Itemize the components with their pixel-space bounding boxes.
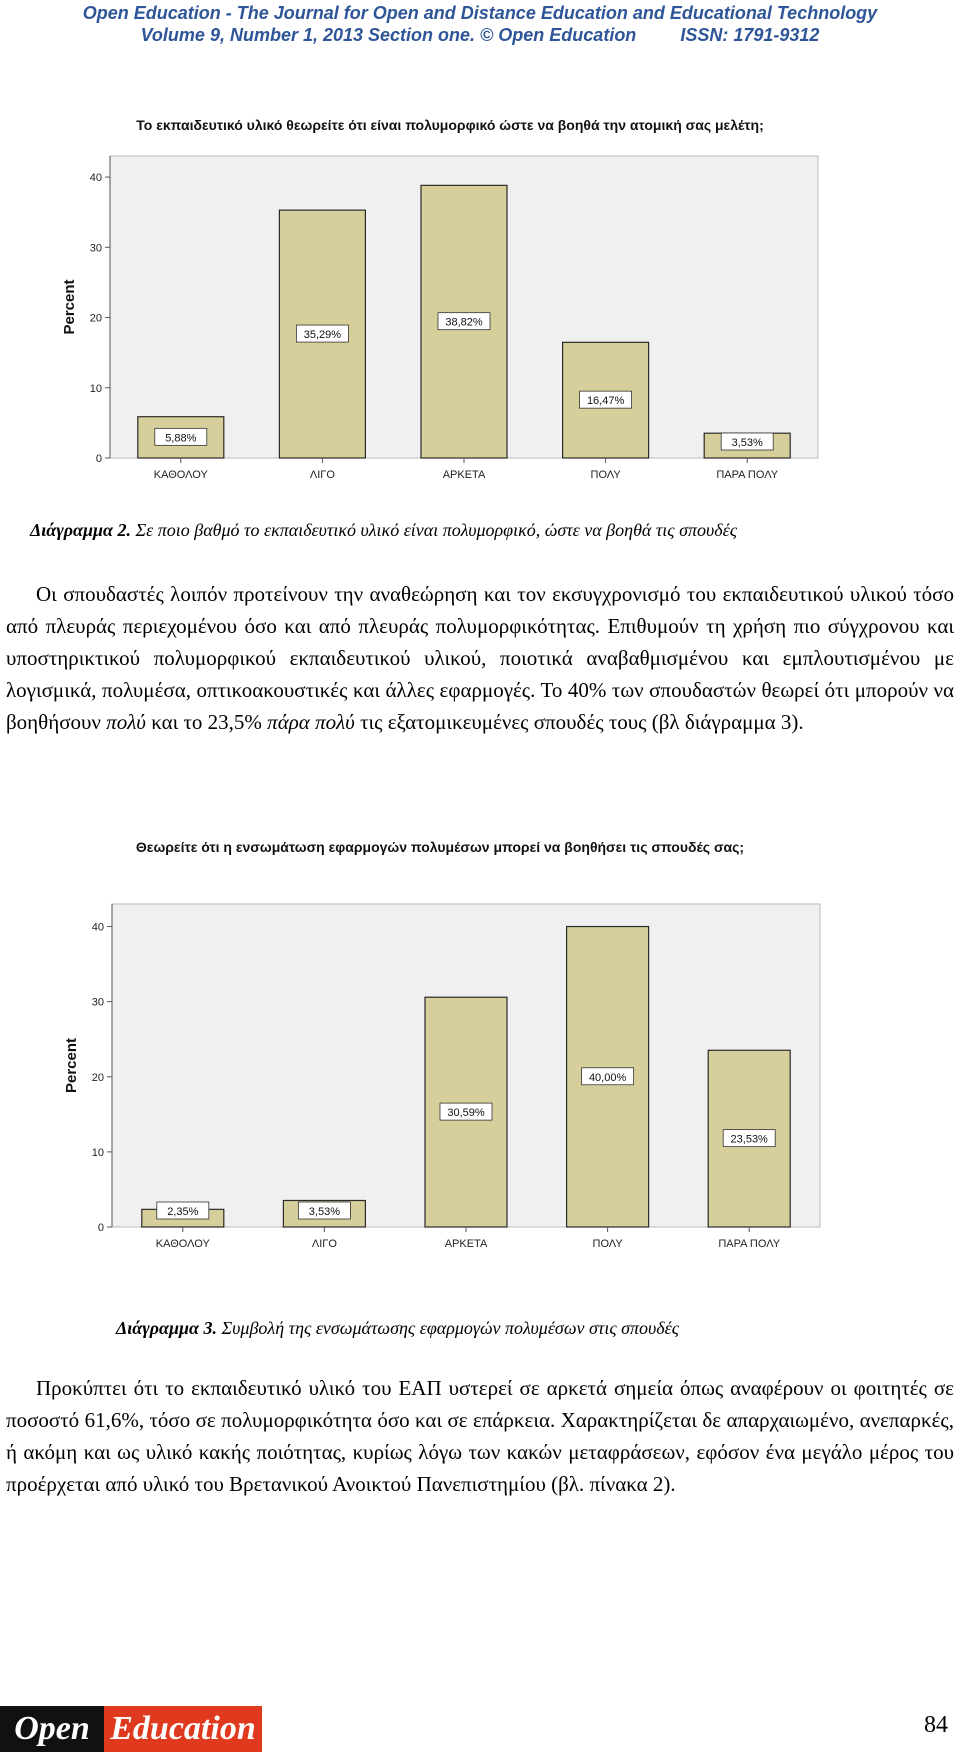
chart-2-y-tick-label: 10 xyxy=(89,382,102,395)
figure-caption-3 xyxy=(116,1318,679,1339)
body-paragraph-2 xyxy=(6,1372,954,1500)
paragraph-1-emphasis-a: πολύ xyxy=(106,710,146,734)
chart-2-data-label: 16,47% xyxy=(586,395,625,408)
page-number: 84 xyxy=(924,1712,948,1738)
chart-3-title: Θεωρείτε ότι η ενσωμάτωση εφαρμογών πολυμέσων μπορεί να βοηθήσει τις σπουδές σας; xyxy=(135,839,745,855)
chart-3-y-tick-label: 20 xyxy=(91,1071,104,1084)
chart-2 xyxy=(61,112,850,482)
chart-2-y-axis-label: Percent xyxy=(61,279,78,335)
chart-3-y-tick-label: 30 xyxy=(91,996,104,1009)
chart-2-y-tick-label: 40 xyxy=(89,172,102,185)
open-education-logo xyxy=(0,1706,262,1752)
chart-3-x-tick-label: ΠΑΡΑ ΠΟΛΥ xyxy=(718,1238,781,1250)
chart-2-x-tick-label: ΑΡΚΕΤΑ xyxy=(442,469,486,481)
figure-caption-2-text: Σε ποιο βαθμό το εκπαιδευτικό υλικό είναι πολυμορφικό, ώστε να βοηθά τις σπουδές xyxy=(130,520,738,540)
chart-2-x-tick-label: ΠΑΡΑ ΠΟΛΥ xyxy=(716,469,779,481)
chart-3-y-axis-label: Percent xyxy=(63,1037,80,1094)
chart-2-x-tick-label: ΛΙΓΟ xyxy=(309,469,335,481)
chart-2-data-label: 35,29% xyxy=(303,329,342,342)
chart-3-x-tick-label: ΑΡΚΕΤΑ xyxy=(444,1238,488,1250)
chart-2-y-tick-label: 0 xyxy=(95,453,102,465)
chart-3 xyxy=(63,836,850,1276)
figure-caption-2 xyxy=(30,520,737,541)
chart-2-svg xyxy=(61,112,850,482)
chart-2-x-tick-label: ΠΟΛΥ xyxy=(590,469,621,481)
chart-3-data-label: 30,59% xyxy=(447,1107,485,1120)
chart-3-data-label: 2,35% xyxy=(167,1206,199,1218)
journal-issn: ISSN: 1791-9312 xyxy=(680,25,820,45)
figure-caption-3-label: Διάγραμμα 3. xyxy=(116,1318,217,1338)
paragraph-1-emphasis-b: πάρα πολύ xyxy=(267,710,355,734)
chart-2-y-tick-label: 30 xyxy=(89,242,102,255)
journal-header xyxy=(0,2,960,46)
chart-3-y-tick-label: 10 xyxy=(91,1146,104,1159)
logo-education: Education xyxy=(104,1706,262,1752)
paragraph-1-text-a: Οι σπουδαστές λοιπόν προτείνουν την αναθεώρηση και τον εκσυγχρονισμό του εκπαιδευτικού υλικού τόσο από πλευράς περιεχομένου όσο και από πλευράς πολυμορφικότητας. Επιθυμούν τη χρήση πιο σύγχρονου και υποστηρικτικού πολυμορφικού εκπαιδευτικού υλικού, ποιοτικά αναβαθμισμένου και εμπλουτισμένου με λογισμικά, πολυμέσα, οπτικοακουστικές και άλλες εφαρμογές. Το 40% των σπουδαστών θεωρεί ότι μπορούν να βοηθήσουν xyxy=(6,582,954,734)
chart-3-svg xyxy=(63,836,850,1276)
journal-title: Open Education - The Journal for Open and Distance Education and Educational Technology xyxy=(82,3,878,23)
paragraph-1-text-b: και το 23,5% xyxy=(145,710,268,734)
chart-3-x-tick-label: ΚΑΘΟΛΟΥ xyxy=(155,1238,210,1250)
logo-open: Open xyxy=(0,1706,104,1752)
journal-volume: Volume 9, Number 1, 2013 Section one. © Open Education xyxy=(140,25,637,45)
paragraph-2-text: Προκύπτει ότι το εκπαιδευτικό υλικό του ΕΑΠ υστερεί σε αρκετά σημεία όπως αναφέρουν οι φοιτητές σε ποσοστό 61,6%, τόσο σε πολυμορφικότητα όσο και σε επάρκεια. Χαρακτηρίζεται δε απαρχαιωμένο, ανεπαρκές, ή ακόμη και ως υλικό κακής ποιότητας, κυρίως λόγω των κακών μεταφράσεων, εφόσον ένα μεγάλο μέρος του προέρχεται από υλικό του Βρετανικού Ανοικτού Πανεπιστημίου (βλ. πίνακα 2). xyxy=(6,1376,954,1496)
chart-2-title: Το εκπαιδευτικό υλικό θεωρείτε ότι είναι πολυμορφικό ώστε να βοηθά την ατομική σας μελέτη; xyxy=(136,117,764,133)
chart-3-data-label: 23,53% xyxy=(730,1133,768,1146)
chart-3-data-label: 40,00% xyxy=(588,1071,627,1084)
chart-3-y-tick-label: 0 xyxy=(97,1222,104,1234)
chart-2-y-tick-label: 20 xyxy=(89,312,102,325)
chart-2-data-label: 38,82% xyxy=(445,316,483,329)
chart-3-x-tick-label: ΠΟΛΥ xyxy=(592,1238,623,1250)
figure-caption-3-text: Συμβολή της ενσωμάτωσης εφαρμογών πολυμέσων στις σπουδές xyxy=(216,1318,680,1338)
chart-2-data-label: 5,88% xyxy=(165,432,197,445)
chart-3-x-tick-label: ΛΙΓΟ xyxy=(311,1238,337,1250)
paragraph-1-text-c: τις εξατομικευμένες σπουδές τους (βλ διάγραμμα 3). xyxy=(354,710,804,734)
chart-3-data-label: 3,53% xyxy=(308,1206,341,1218)
figure-caption-2-label: Διάγραμμα 2. xyxy=(30,520,131,540)
chart-3-y-tick-label: 40 xyxy=(91,921,104,934)
body-paragraph-1 xyxy=(6,578,954,738)
chart-2-data-label: 3,53% xyxy=(731,437,763,449)
chart-2-x-tick-label: ΚΑΘΟΛΟΥ xyxy=(153,469,208,481)
